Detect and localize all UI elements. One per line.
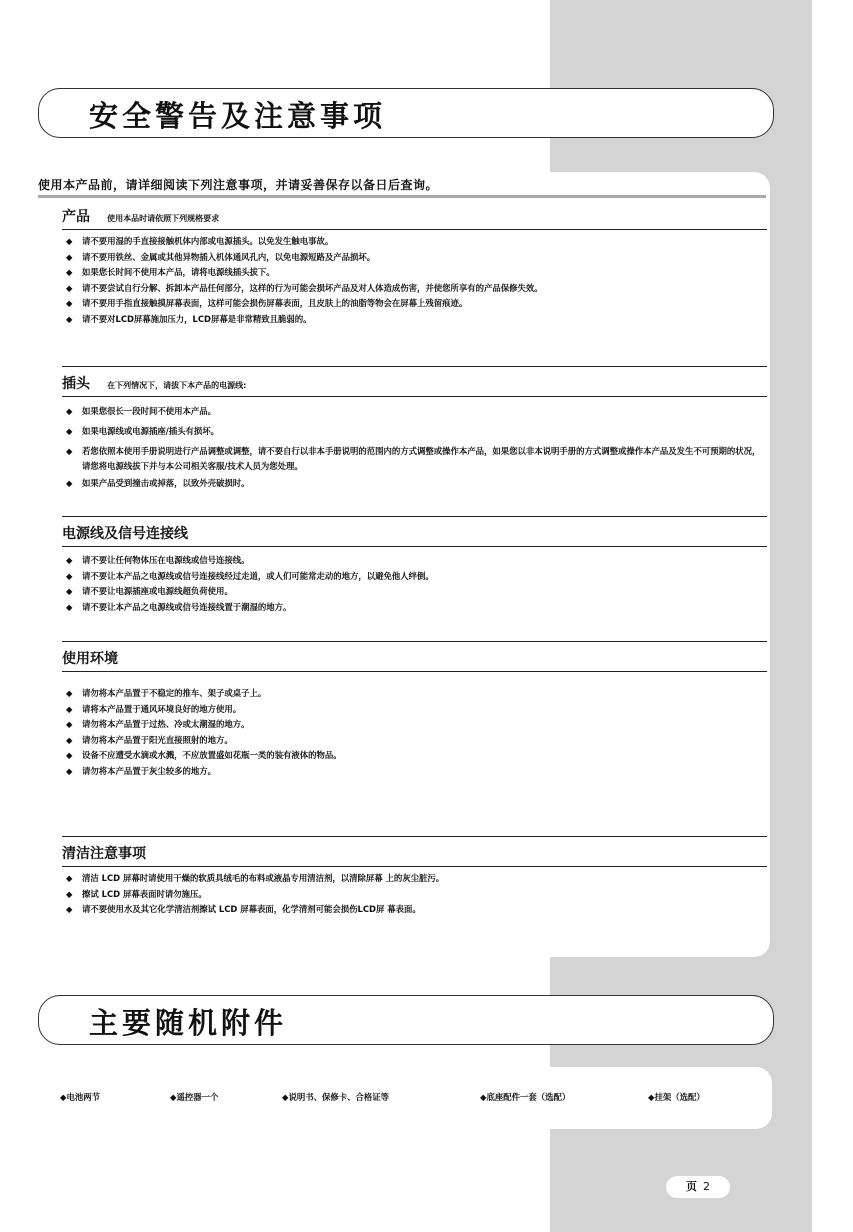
diamond-bullet-icon: ◆	[66, 267, 73, 277]
accessory-item: ◆遥控器一个	[170, 1092, 219, 1102]
list-item: ◆ 请不要让任何物体压在电源线或信号连接线。	[62, 553, 767, 569]
list-item: ◆ 请不要用铁丝、金属或其他异物插入机体通风孔内，以免电源短路及产品损坏。	[62, 250, 767, 266]
list-item: ◆ 如果产品受到撞击或掉落，以致外壳破损时。	[62, 474, 767, 493]
list-item: ◆ 请不要尝试自行分解、拆卸本产品任何部分，这样的行为可能会损坏产品及对人体造成伤害，并使您所享有的产品保修失效。	[62, 281, 767, 297]
list-item: ◆ 设备不应遭受水滴或水溅，不应放置盛如花瓶一类的装有液体的物品。	[62, 748, 767, 764]
section-cleaning-title: 清洁注意事项	[62, 846, 146, 862]
section-plug	[62, 366, 767, 493]
list-item: ◆ 如果电源线或电源插座/插头有损坏。	[62, 421, 767, 441]
diamond-bullet-icon: ◆	[66, 313, 73, 324]
page-label: 页	[686, 1180, 697, 1193]
section-cleaning	[62, 836, 767, 918]
accessories-title: 主要随机附件	[89, 1006, 288, 1040]
section-plug-subtitle: 在下列情况下，请拔下本产品的电源线:	[107, 381, 247, 390]
diamond-bullet-icon: ◆	[66, 251, 73, 262]
list-item: ◆ 擦试 LCD 屏幕表面时请勿施压。	[62, 887, 767, 903]
safety-title: 安全警告及注意事项	[89, 99, 387, 133]
diamond-bullet-icon: ◆	[66, 601, 73, 612]
diamond-bullet-icon: ◆	[66, 888, 73, 899]
section-power-header	[62, 516, 767, 547]
diamond-bullet-icon: ◆	[66, 446, 73, 456]
diamond-bullet-icon: ◆	[66, 426, 73, 436]
section-environment	[62, 641, 767, 779]
list-item: ◆ 请勿将本产品置于过热、冷或太潮湿的地方。	[62, 717, 767, 733]
diamond-bullet-icon: ◆	[66, 298, 73, 308]
accessory-item: ◆底座配件一套（选配）	[480, 1092, 571, 1102]
intro-text: 使用本产品前，请详细阅读下列注意事项，并请妥善保存以备日后查询。	[38, 178, 439, 192]
diamond-bullet-icon: ◆	[66, 719, 73, 729]
accessory-item: ◆电池两节	[60, 1092, 100, 1102]
section-product-header	[62, 206, 767, 230]
section-environment-header	[62, 641, 767, 672]
diamond-bullet-icon: ◆	[66, 765, 73, 776]
diamond-bullet-icon: ◆	[66, 904, 73, 914]
list-item: ◆ 请不要让本产品之电源线或信号连接线经过走道，或人们可能常走动的地方，以避免他人绊倒。	[62, 569, 767, 585]
accessory-item: ◆挂架（选配）	[648, 1092, 705, 1102]
list-item: ◆ 请勿将本产品置于不稳定的推车、架子或桌子上。	[62, 686, 767, 702]
list-item: ◆ 清洁 LCD 屏幕时请使用干燥的软质具绒毛的布料或液晶专用清洁剂，以清除屏幕 上的灰尘脏污。	[62, 871, 767, 887]
accessory-item: ◆说明书、保修卡、合格证等	[282, 1092, 389, 1102]
section-cleaning-header	[62, 836, 767, 867]
power-list	[62, 553, 767, 615]
diamond-bullet-icon: ◆	[282, 1092, 289, 1102]
list-item: ◆ 请不要使用水及其它化学清洁剂擦试 LCD 屏幕表面，化学清剂可能会损伤LCD屏 幕表面。	[62, 902, 767, 918]
list-item: ◆ 如果您长时间不使用本产品，请将电源线插头拔下。	[62, 265, 767, 281]
list-item: ◆ 若您依照本使用手册说明进行产品调整或调整，请不要自行以非本手册说明的范围内的方式调整或操作本产品，如果您以非本说明手册的方式调整或操作本产品及发生不可预期的状况，请您将电源线拔下并与本公司相关客服/技术人员为您处理。	[66, 446, 761, 471]
plug-list	[62, 401, 767, 493]
page-number: 2	[703, 1180, 710, 1193]
list-item: ◆ 请不要对LCD屏幕施加压力，LCD屏幕是非常精致且脆弱的。	[62, 312, 767, 328]
diamond-bullet-icon: ◆	[66, 873, 73, 883]
list-item: ◆ 如果您很长一段时间不使用本产品。	[62, 401, 767, 421]
list-item: ◆ 请将本产品置于通风环境良好的地方使用。	[62, 702, 767, 718]
section-product-subtitle: 使用本品时请依照下列规格要求	[107, 214, 220, 223]
product-list	[62, 234, 767, 327]
cleaning-list	[62, 871, 767, 918]
diamond-bullet-icon: ◆	[66, 586, 73, 596]
diamond-bullet-icon: ◆	[170, 1092, 177, 1102]
diamond-bullet-icon: ◆	[60, 1092, 67, 1102]
accessories-title-box	[38, 995, 774, 1045]
list-item: ◆ 请勿将本产品置于阳光直接照射的地方。	[62, 733, 767, 749]
intro-rule	[38, 195, 766, 198]
diamond-bullet-icon: ◆	[480, 1092, 487, 1102]
list-item: ◆ 请勿将本产品置于灰尘较多的地方。	[62, 764, 767, 780]
section-power-title: 电源线及信号连接线	[62, 526, 188, 542]
diamond-bullet-icon: ◆	[66, 570, 73, 581]
page-number-badge	[666, 1176, 730, 1198]
section-plug-title: 插头	[62, 376, 90, 392]
diamond-bullet-icon: ◆	[66, 406, 73, 416]
section-product	[62, 206, 767, 327]
diamond-bullet-icon: ◆	[648, 1092, 655, 1102]
list-item: ◆ 请不要让电源插座或电源线超负荷使用。	[62, 584, 767, 600]
section-plug-header	[62, 366, 767, 397]
list-item: ◆ 请不要让本产品之电源线或信号连接线置于潮湿的地方。	[62, 600, 767, 616]
section-environment-title: 使用环境	[62, 651, 118, 667]
accessories-row	[60, 1091, 760, 1107]
diamond-bullet-icon: ◆	[66, 734, 73, 745]
diamond-bullet-icon: ◆	[66, 555, 73, 565]
diamond-bullet-icon: ◆	[66, 750, 73, 760]
safety-title-box	[38, 88, 774, 138]
diamond-bullet-icon: ◆	[66, 703, 73, 714]
section-product-title: 产品	[62, 209, 90, 225]
environment-list	[62, 686, 767, 779]
list-item: ◆ 请不要用手指直接触摸屏幕表面，这样可能会损伤屏幕表面，且皮肤上的油脂等物会在屏幕上残留痕迹。	[62, 296, 767, 312]
diamond-bullet-icon: ◆	[66, 282, 73, 293]
diamond-bullet-icon: ◆	[66, 236, 73, 246]
section-power	[62, 516, 767, 615]
diamond-bullet-icon: ◆	[66, 688, 73, 698]
list-item: ◆ 请不要用湿的手直接接触机体内部或电源插头。以免发生触电事故。	[62, 234, 767, 250]
diamond-bullet-icon: ◆	[66, 478, 73, 488]
